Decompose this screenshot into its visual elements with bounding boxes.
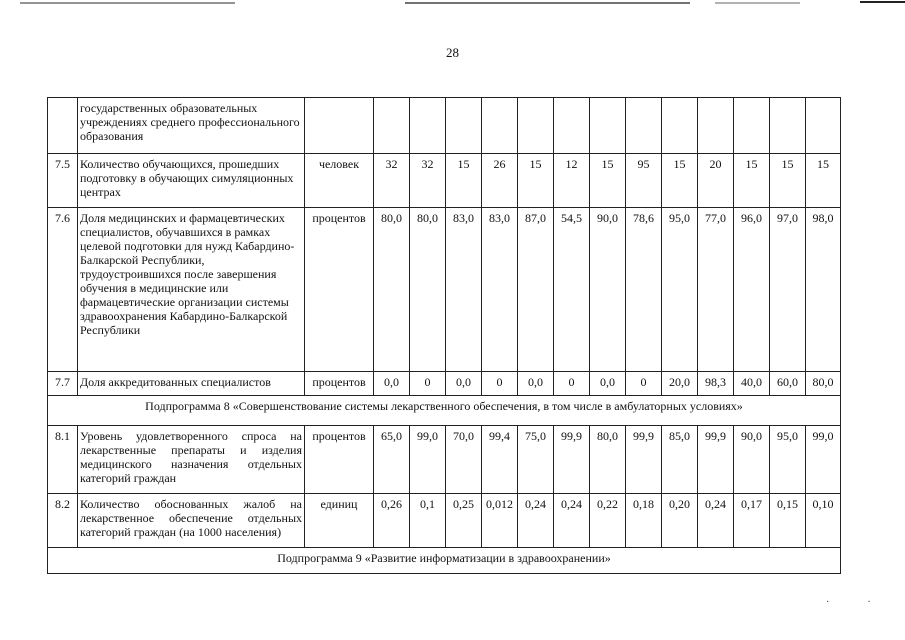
row-number: 8.1 bbox=[48, 426, 78, 494]
value-cell: 0,0 bbox=[446, 372, 482, 396]
value-cell: 87,0 bbox=[518, 208, 554, 372]
table-row bbox=[48, 154, 841, 208]
value-cell bbox=[734, 98, 770, 154]
value-cell: 40,0 bbox=[734, 372, 770, 396]
value-cell: 98,0 bbox=[806, 208, 841, 372]
value-cell: 0,18 bbox=[626, 494, 662, 548]
value-cell: 15 bbox=[806, 154, 841, 208]
value-cell bbox=[770, 98, 806, 154]
table-body bbox=[48, 98, 841, 574]
value-cell: 0,012 bbox=[482, 494, 518, 548]
value-cell: 12 bbox=[554, 154, 590, 208]
value-cell: 0 bbox=[626, 372, 662, 396]
page-number: 28 bbox=[446, 45, 459, 60]
subprogram-title: Подпрограмма 9 «Развитие информатизации в здравоохранении» bbox=[48, 548, 841, 574]
value-cell bbox=[482, 98, 518, 154]
value-cell: 32 bbox=[374, 154, 410, 208]
value-cell bbox=[626, 98, 662, 154]
value-cell: 0 bbox=[554, 372, 590, 396]
value-cell bbox=[806, 98, 841, 154]
subprogram-row bbox=[48, 396, 841, 426]
value-cell: 90,0 bbox=[734, 426, 770, 494]
value-cell: 0,10 bbox=[806, 494, 841, 548]
value-cell: 0,0 bbox=[374, 372, 410, 396]
unit-cell bbox=[305, 98, 374, 154]
value-cell: 99,0 bbox=[806, 426, 841, 494]
value-cell: 15 bbox=[446, 154, 482, 208]
value-cell: 99,0 bbox=[410, 426, 446, 494]
value-cell: 60,0 bbox=[770, 372, 806, 396]
value-cell bbox=[590, 98, 626, 154]
table-row bbox=[48, 98, 841, 154]
indicator-name: государственных образовательных учреждениях среднего профессионального образования bbox=[78, 98, 305, 154]
value-cell bbox=[554, 98, 590, 154]
value-cell: 15 bbox=[734, 154, 770, 208]
value-cell bbox=[410, 98, 446, 154]
value-cell: 97,0 bbox=[770, 208, 806, 372]
value-cell: 99,9 bbox=[698, 426, 734, 494]
value-cell bbox=[446, 98, 482, 154]
indicator-name: Доля аккредитованных специалистов bbox=[78, 372, 305, 396]
table-row bbox=[48, 426, 841, 494]
scan-artifact-lines bbox=[0, 0, 905, 8]
value-cell: 54,5 bbox=[554, 208, 590, 372]
value-cell: 15 bbox=[590, 154, 626, 208]
indicator-name: Количество обоснованных жалоб на лекарственное обеспечение отдельных категорий граждан (на 1000 населения) bbox=[78, 494, 305, 548]
row-number: 7.5 bbox=[48, 154, 78, 208]
value-cell: 0,24 bbox=[518, 494, 554, 548]
value-cell: 77,0 bbox=[698, 208, 734, 372]
value-cell: 80,0 bbox=[410, 208, 446, 372]
value-cell: 75,0 bbox=[518, 426, 554, 494]
value-cell: 95,0 bbox=[662, 208, 698, 372]
value-cell: 0,17 bbox=[734, 494, 770, 548]
value-cell: 0,25 bbox=[446, 494, 482, 548]
unit-cell: процентов bbox=[305, 372, 374, 396]
indicator-name: Количество обучающихся, прошедших подготовку в обучающих симуляционных центрах bbox=[78, 154, 305, 208]
value-cell: 80,0 bbox=[374, 208, 410, 372]
subprogram-title: Подпрограмма 8 «Совершенствование системы лекарственного обеспечения, в том числе в амбулаторных условиях» bbox=[48, 396, 841, 426]
unit-cell: процентов bbox=[305, 208, 374, 372]
table-row bbox=[48, 494, 841, 548]
value-cell: 0,20 bbox=[662, 494, 698, 548]
value-cell: 0,0 bbox=[518, 372, 554, 396]
value-cell: 85,0 bbox=[662, 426, 698, 494]
value-cell: 15 bbox=[662, 154, 698, 208]
value-cell: 95,0 bbox=[770, 426, 806, 494]
value-cell: 32 bbox=[410, 154, 446, 208]
indicator-name: Уровень удовлетворенного спроса на лекарственные препараты и изделия медицинского назначения отдельных категорий граждан bbox=[78, 426, 305, 494]
value-cell: 15 bbox=[518, 154, 554, 208]
value-cell: 96,0 bbox=[734, 208, 770, 372]
value-cell: 80,0 bbox=[806, 372, 841, 396]
table-row bbox=[48, 208, 841, 372]
scan-dots: · · bbox=[826, 597, 871, 608]
value-cell: 0 bbox=[482, 372, 518, 396]
value-cell: 80,0 bbox=[590, 426, 626, 494]
value-cell: 99,4 bbox=[482, 426, 518, 494]
value-cell: 0,26 bbox=[374, 494, 410, 548]
value-cell: 0,24 bbox=[698, 494, 734, 548]
value-cell: 0,0 bbox=[590, 372, 626, 396]
row-number: 7.6 bbox=[48, 208, 78, 372]
row-number: 7.7 bbox=[48, 372, 78, 396]
unit-cell: единиц bbox=[305, 494, 374, 548]
value-cell: 83,0 bbox=[482, 208, 518, 372]
value-cell: 0,22 bbox=[590, 494, 626, 548]
value-cell: 99,9 bbox=[554, 426, 590, 494]
value-cell: 78,6 bbox=[626, 208, 662, 372]
indicators-table bbox=[47, 97, 841, 574]
value-cell: 15 bbox=[770, 154, 806, 208]
value-cell bbox=[662, 98, 698, 154]
value-cell: 0,1 bbox=[410, 494, 446, 548]
value-cell: 20,0 bbox=[662, 372, 698, 396]
value-cell: 0,15 bbox=[770, 494, 806, 548]
value-cell: 65,0 bbox=[374, 426, 410, 494]
value-cell: 0,24 bbox=[554, 494, 590, 548]
table-row bbox=[48, 372, 841, 396]
value-cell: 26 bbox=[482, 154, 518, 208]
value-cell: 90,0 bbox=[590, 208, 626, 372]
value-cell: 98,3 bbox=[698, 372, 734, 396]
unit-cell: процентов bbox=[305, 426, 374, 494]
value-cell: 83,0 bbox=[446, 208, 482, 372]
value-cell: 70,0 bbox=[446, 426, 482, 494]
value-cell bbox=[518, 98, 554, 154]
value-cell: 20 bbox=[698, 154, 734, 208]
value-cell bbox=[374, 98, 410, 154]
row-number: 8.2 bbox=[48, 494, 78, 548]
subprogram-row bbox=[48, 548, 841, 574]
value-cell bbox=[698, 98, 734, 154]
value-cell: 99,9 bbox=[626, 426, 662, 494]
indicator-name: Доля медицинских и фармацевтических специалистов, обучавшихся в рамках целевой подготовки для нужд Кабардино-Балкарской Республики, трудоустроившихся после завершения обучения в медицинские или фармацевтические организации системы здравоохранения Кабардино-Балкарской Республики bbox=[78, 208, 305, 372]
unit-cell: человек bbox=[305, 154, 374, 208]
row-number bbox=[48, 98, 78, 154]
value-cell: 95 bbox=[626, 154, 662, 208]
value-cell: 0 bbox=[410, 372, 446, 396]
